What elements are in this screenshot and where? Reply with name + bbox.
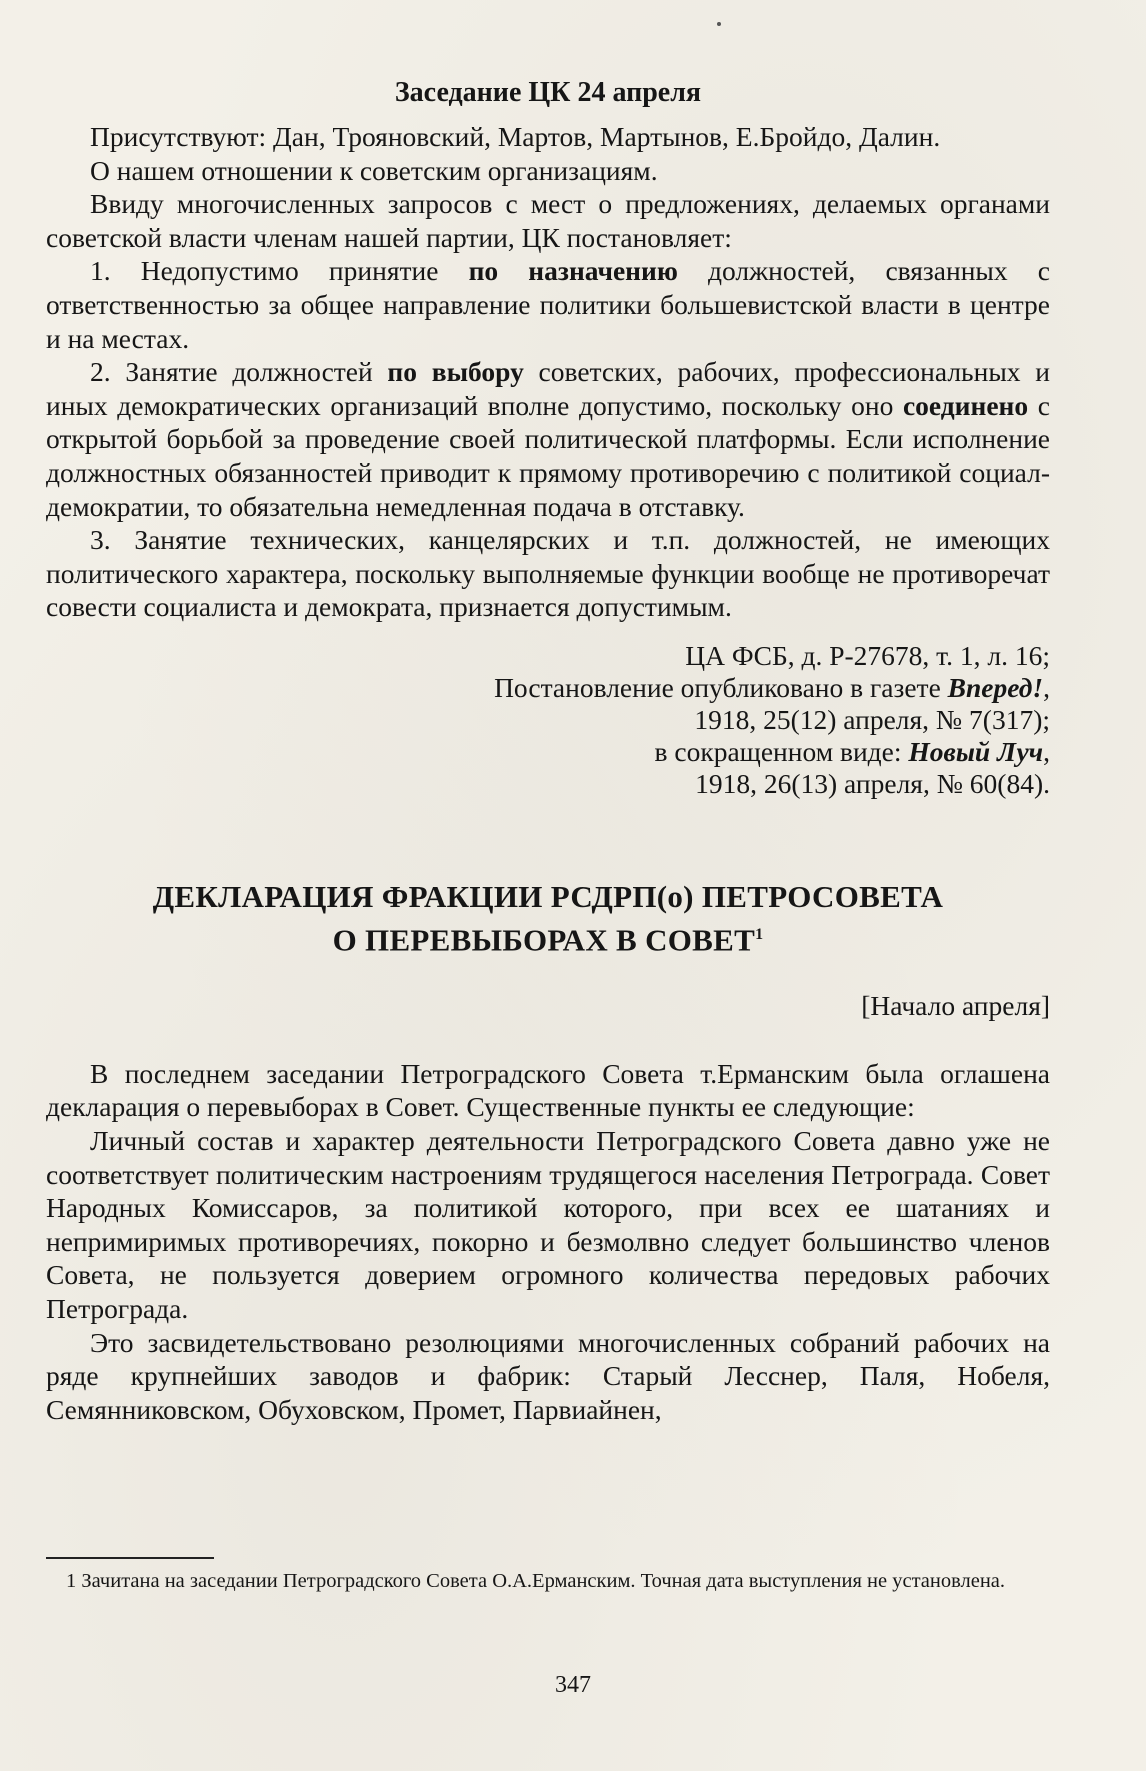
source-citation: [46, 640, 1050, 800]
point-1: [46, 254, 1050, 355]
point-3: 3. Занятие технических, канцелярских и т.п. должностей, не имеющих политического характера, поскольку выполняемые функции вообще не противоречат совести социалиста и демократа, признается допустимым.: [46, 524, 1050, 623]
point-2-text-a: 2. Занятие должностей: [90, 356, 388, 388]
newspaper-vpered: Вперед!: [947, 671, 1044, 703]
point-1-bold: по назначению: [468, 255, 678, 287]
footnote: [46, 1568, 1050, 1594]
meeting-topic: О нашем отношении к советским организациям.: [90, 154, 658, 186]
source-line-5: 1918, 26(13) апреля, № 60(84).: [695, 767, 1050, 799]
source-line-3: 1918, 25(12) апреля, № 7(317);: [694, 703, 1050, 735]
source-line-2-comma: ,: [1043, 671, 1050, 703]
meeting-present: Присутствуют: Дан, Трояновский, Мартов, Мартынов, Е.Бройдо, Далин.: [90, 121, 941, 152]
meeting-title: Заседание ЦК 24 апреля: [394, 77, 702, 108]
point-1-text-b: должностей, связанных с ответственностью за общее направление политики большевистской власти в центре и на местах.: [46, 255, 1051, 354]
point-1-text-a: 1. Недопустимо принятие: [90, 255, 469, 287]
declaration-title-line-1: ДЕКЛАРАЦИЯ ФРАКЦИИ РСДРП(о) ПЕТРОСОВЕТА: [152, 878, 944, 914]
footnote-number: 1: [66, 1570, 77, 1592]
meeting-intro: Ввиду многочисленных запросов с мест о предложениях, делаемых органами советской власти членам нашей партии, ЦК постановляет:: [46, 188, 1050, 253]
point-2: [46, 355, 1050, 523]
declaration-date: [Начало апреля]: [861, 990, 1050, 1022]
source-line-2-text: Постановление опубликовано в газете: [494, 671, 948, 703]
point-2-bold-2: соединено: [902, 389, 1029, 421]
declaration-title-line-2: [46, 916, 1050, 959]
source-line-2: [46, 672, 1050, 704]
declaration-title-line-2-text: О ПЕРЕВЫБОРАХ В СОВЕТ: [332, 922, 756, 958]
main-text: [46, 62, 1050, 1426]
point-2-text-b: советских, рабочих, профессиональных и иных демократических организаций вполне допустимо, поскольку оно: [46, 356, 1050, 421]
footnote-mark: 1: [755, 925, 764, 943]
source-line-4: [46, 736, 1050, 768]
source-line-4-comma: ,: [1043, 735, 1050, 767]
source-line-4-text: в сокращенном виде:: [654, 735, 909, 767]
source-line-1: ЦА ФСБ, д. Р-27678, т. 1, л. 16;: [685, 639, 1050, 671]
declaration-para-3: Это засвидетельствовано резолюциями многочисленных собраний рабочих на ряде крупнейших заводов и фабрик: Старый Лесснер, Паля, Нобеля, Семянниковском, Обуховском, Промет, Парвиайнен,: [46, 1326, 1050, 1425]
declaration-para-1: В последнем заседании Петроградского Совета т.Ерманским была оглашена декларация о перевыборах в Совет. Существенные пункты ее следующие:: [46, 1057, 1050, 1123]
page-number: 347: [555, 1672, 591, 1698]
newspaper-novyi-luch: Новый Луч: [908, 735, 1044, 767]
print-speck: [717, 22, 721, 26]
declaration-para-2: Личный состав и характер деятельности Петроградского Совета давно уже не соответствует политическим настроениям трудящегося населения Петрограда. Совет Народных Комиссаров, за политикой которого, при всех ее шатаниях и непримиримых противоречиях, покорно и безмолвно следует большинство членов Совета, не пользуется доверием огромного количества передовых рабочих Петрограда.: [46, 1125, 1050, 1324]
point-2-bold-1: по выбору: [387, 356, 524, 388]
footnote-text: Зачитана на заседании Петроградского Совета О.А.Ерманским. Точная дата выступления не установлена.: [76, 1570, 1006, 1592]
point-2-text-c: с открытой борьбой за проведение своей политической платформы. Если исполнение должностных обязанностей приводит к прямому противоречию с политикой социал-демократии, то обязательна немедленная подача в отставку.: [46, 389, 1050, 522]
declaration-title: [46, 878, 1050, 959]
footnote-divider: [46, 1557, 214, 1559]
